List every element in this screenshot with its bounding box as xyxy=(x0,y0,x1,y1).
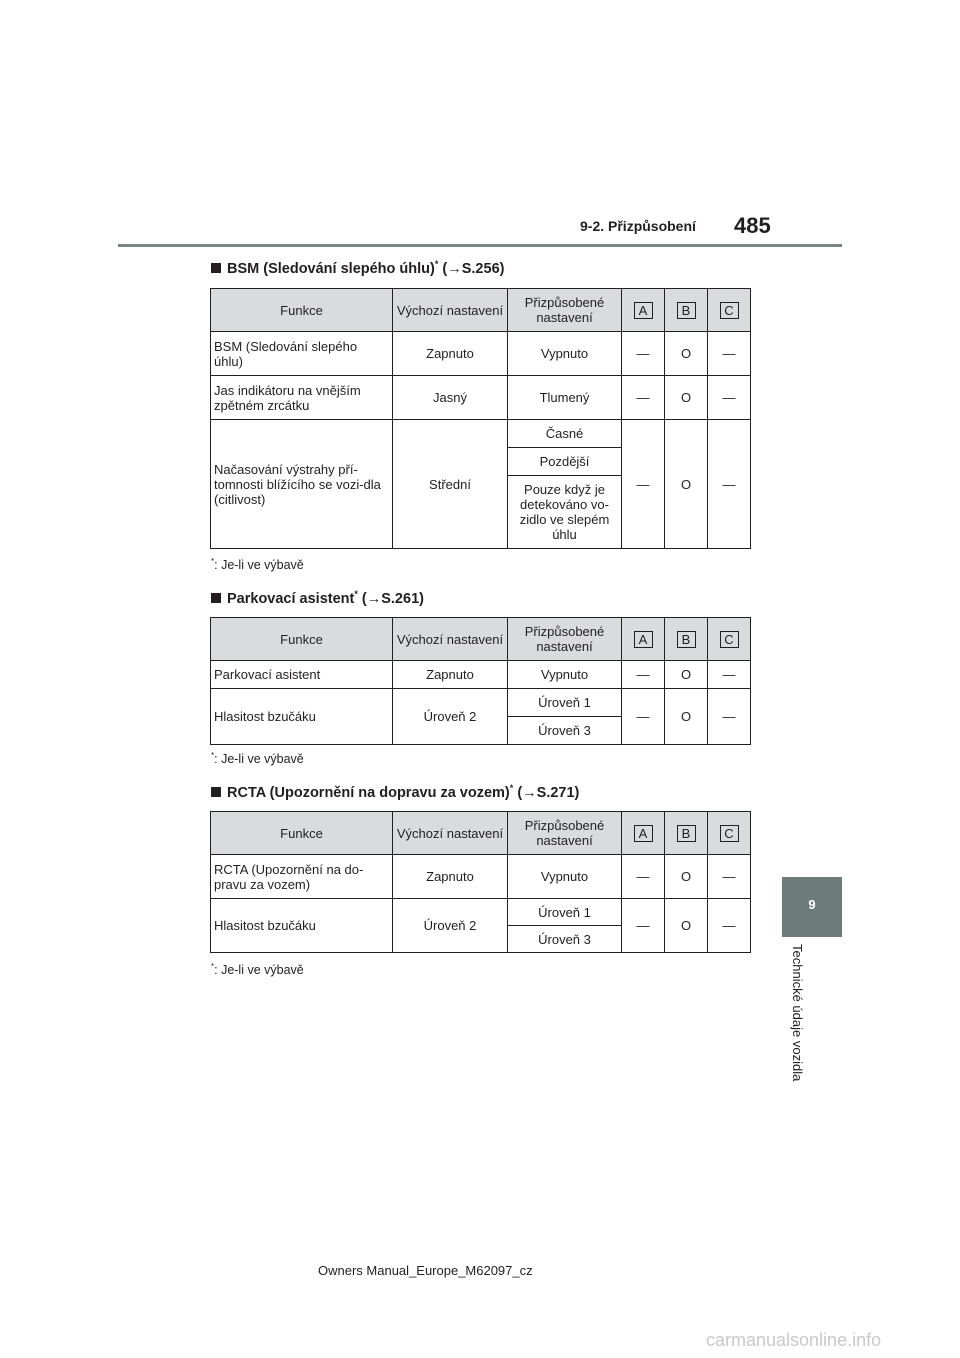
table-header-row xyxy=(211,289,751,332)
header-a: A xyxy=(634,825,653,842)
square-bullet-icon xyxy=(211,263,221,273)
footnote: *: Je-li ve výbavě xyxy=(211,751,304,767)
header-custom: Přizpůsobené nastavení xyxy=(508,618,622,661)
section-heading-bsm: BSM (Sledování slepého úhlu)* (→S.256) xyxy=(211,259,504,277)
table-header-row xyxy=(211,618,751,661)
header-a: A xyxy=(634,631,653,648)
table-row: Parkovací asistent Zapnuto Vypnuto — O — xyxy=(211,661,751,689)
chapter-tab xyxy=(782,877,842,937)
table-row: RCTA (Upozornění na do-pravu za vozem) Zapnuto Vypnuto — O — xyxy=(211,855,751,899)
watermark: carmanualsonline.info xyxy=(706,1330,882,1350)
table-row: BSM (Sledování slepého úhlu) Zapnuto Vypnuto — O — xyxy=(211,332,751,376)
page-header-section: 9-2. Přizpůsobení xyxy=(580,218,696,234)
header-default: Výchozí nastavení xyxy=(393,289,508,332)
footer-manual-id: Owners Manual_Europe_M62097_cz xyxy=(318,1263,533,1278)
table-row: Pouze když je detekováno vo-zidlo ve slepém úhlu xyxy=(211,476,751,549)
header-funkce: Funkce xyxy=(211,618,393,661)
header-b: B xyxy=(677,302,696,319)
table-row: Hlasitost bzučáku Úroveň 2 Úroveň 1 — O — xyxy=(211,899,751,926)
chapter-side-label: Technické údaje vozidla xyxy=(790,944,805,1082)
table-row: Úroveň 3 xyxy=(211,717,751,745)
header-default: Výchozí nastavení xyxy=(393,618,508,661)
header-funkce: Funkce xyxy=(211,812,393,855)
rcta-table xyxy=(210,811,751,953)
header-b: B xyxy=(677,631,696,648)
header-a: A xyxy=(634,302,653,319)
square-bullet-icon xyxy=(211,593,221,603)
header-c: C xyxy=(720,825,739,842)
table-row: Načasování výstrahy pří-tomnosti blížícího se vozi-dla (citlivost) Střední Časné — O — xyxy=(211,420,751,448)
header-funkce: Funkce xyxy=(211,289,393,332)
header-b: B xyxy=(677,825,696,842)
header-default: Výchozí nastavení xyxy=(393,812,508,855)
header-custom: Přizpůsobené nastavení xyxy=(508,289,622,332)
bsm-table xyxy=(210,288,751,549)
table-row: Jas indikátoru na vnějším zpětném zrcátku Jasný Tlumený — O — xyxy=(211,376,751,420)
section-heading-rcta: RCTA (Upozornění na dopravu za vozem)* (→S.271) xyxy=(211,783,579,801)
table-row: Úroveň 3 xyxy=(211,926,751,953)
table-row: Pozdější xyxy=(211,448,751,476)
table-row: Hlasitost bzučáku Úroveň 2 Úroveň 1 — O — xyxy=(211,689,751,717)
header-c: C xyxy=(720,631,739,648)
header-c: C xyxy=(720,302,739,319)
footnote: *: Je-li ve výbavě xyxy=(211,557,304,573)
parking-table xyxy=(210,617,751,745)
header-rule xyxy=(118,244,842,247)
table-header-row xyxy=(211,812,751,855)
square-bullet-icon xyxy=(211,787,221,797)
page-number: 485 xyxy=(734,213,771,238)
section-heading-parking: Parkovací asistent* (→S.261) xyxy=(211,589,424,607)
footnote: *: Je-li ve výbavě xyxy=(211,962,304,978)
header-custom: Přizpůsobené nastavení xyxy=(508,812,622,855)
chapter-number: 9 xyxy=(808,897,816,912)
